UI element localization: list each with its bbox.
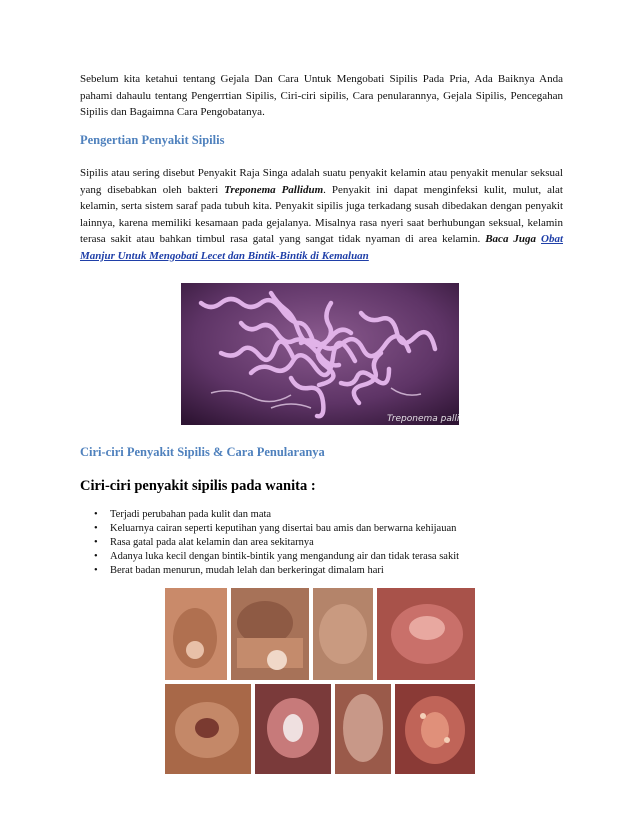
image-caption: Treponema pallidum	[387, 414, 480, 424]
baca-juga-label: Baca Juga	[485, 233, 537, 245]
list-item	[94, 550, 459, 564]
definition-text-2: . Penyakit ini dapat menginfeksi kulit, mulut, alat kelamin, serta sistem saraf pada tubuh kita. Penyakit sipilis juga terkadang susah dibedakan dengan penyakit lainnya, karena memiliki kesamaan pada gejalanya. Misalnya rasa nyeri saat berhubungan seksual, kelamin terasa sakit atau bahkan timbul rasa gatal yang sangat tidak nyaman di area kelamin.	[80, 183, 563, 245]
definition-paragraph	[80, 165, 563, 264]
list-item-text: Terjadi perubahan pada kulit dan mata	[110, 509, 272, 520]
related-article-link[interactable]: Obat Manjur Untuk Mengobati Lecet dan Bintik-Bintik di Kemaluan	[80, 233, 563, 262]
list-item-text: Keluarnya cairan seperti keputihan yang disertai bau amis dan berwarna kehijauan	[110, 523, 457, 534]
list-item-text: Rasa gatal pada alat kelamin dan area sekitarnya	[110, 537, 314, 548]
bacteria-name: Treponema Pallidum	[224, 183, 324, 196]
intro-paragraph: Sebelum kita ketahui tentang Gejala Dan Cara Untuk Mengobati Sipilis Pada Pria, Ada Baiknya Anda pahami dahaulu tentang Pengerrtian Sipilis, Ciri-ciri sipilis, Cara penularannya, Gejala Sipilis, Pencegahan Sipilis dan Bagaimna Cara Pengobatanya.	[80, 73, 563, 118]
definition-text-1: Sipilis atau sering disebut Penyakit Raja Singa adalah suatu penyakit kelamin atau penyakit menular seksual yang disebabkan oleh bakteri	[80, 167, 563, 196]
section-heading-symptoms: Ciri-ciri Penyakit Sipilis & Cara Penularanya	[80, 445, 325, 459]
bullet-icon: •	[94, 509, 98, 520]
list-item	[94, 522, 459, 536]
bullet-icon: •	[94, 537, 98, 548]
treponema-micrograph-image	[181, 283, 480, 425]
list-item-text: Berat badan menurun, mudah lelah dan berkeringat dimalam hari	[110, 565, 384, 576]
section-heading-definition: Pengertian Penyakit Sipilis	[80, 133, 225, 147]
list-item	[94, 508, 459, 522]
subheading-women-symptoms: Ciri-ciri penyakit sipilis pada wanita :	[80, 478, 316, 494]
symptom-photo-collage	[165, 588, 475, 774]
bullet-icon: •	[94, 565, 98, 576]
bullet-icon: •	[94, 551, 98, 562]
list-item-text: Adanya luka kecil dengan bintik-bintik yang mengandung air dan tidak terasa sakit	[110, 551, 460, 562]
list-item	[94, 564, 459, 578]
bullet-icon: •	[94, 523, 98, 534]
symptom-list	[94, 508, 459, 578]
list-item	[94, 536, 459, 550]
